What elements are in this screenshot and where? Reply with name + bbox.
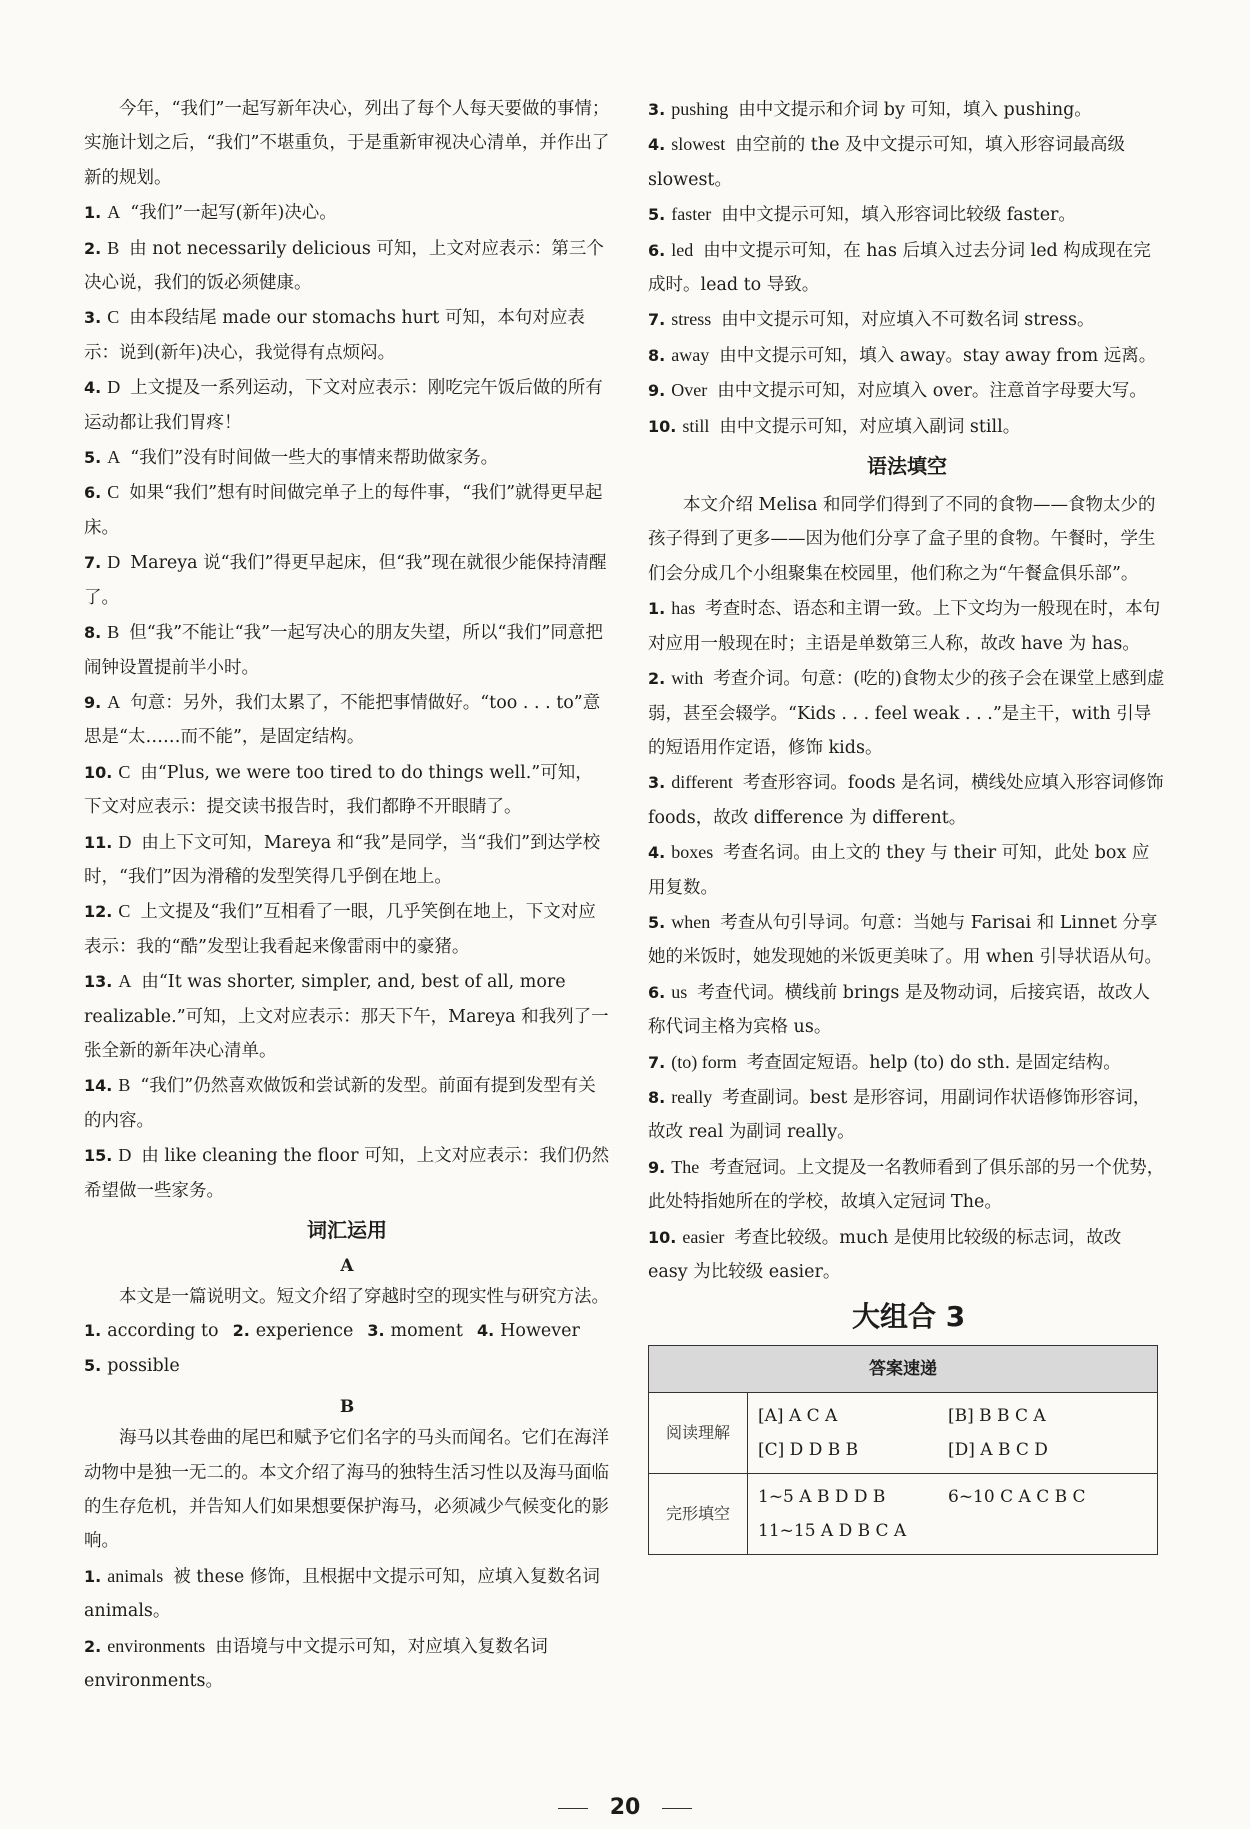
item-number: 4. xyxy=(84,378,102,398)
answer-table-header: 答案速递 xyxy=(649,1346,1158,1393)
grammar-answers-list xyxy=(648,591,1166,1289)
item-answer: B xyxy=(107,237,120,258)
answer-item xyxy=(84,615,610,685)
item-answer: C xyxy=(107,482,120,503)
vocab-answer xyxy=(367,1321,463,1341)
section-b-summary: 海马以其卷曲的尾巴和赋予它们名字的马头而闻名。它们在海洋动物中是独一无二的。本文介绍了海马的独特生活习性以及海马面临的生存危机，并告知人们如果想要保护海马，必须减少气候变化的影响。 xyxy=(84,1428,609,1552)
answer-item xyxy=(648,1045,1166,1080)
item-number: 10. xyxy=(84,762,113,782)
item-explanation: “我们”一起写(新年)决心。 xyxy=(130,203,337,224)
item-explanation: 由中文提示可知，填入形容词比较级 faster。 xyxy=(721,205,1076,226)
item-answer: A xyxy=(107,447,121,468)
answer-table xyxy=(648,1345,1158,1555)
answer-item xyxy=(648,835,1166,905)
item-number: 3. xyxy=(367,1321,385,1341)
page-number: 20 xyxy=(609,1795,641,1820)
item-number: 9. xyxy=(648,1157,666,1177)
answer-item xyxy=(84,1068,610,1138)
answer-cell: [C] D D B B xyxy=(758,1440,859,1461)
item-answer: B xyxy=(107,622,120,643)
item-answer: possible xyxy=(107,1355,180,1376)
answer-item xyxy=(84,545,610,615)
item-number: 3. xyxy=(648,773,666,793)
item-explanation: 考查代词。横线前 brings 是及物动词，后接宾语，故改人称代词主格为宾格 us。 xyxy=(648,982,1150,1038)
answer-cell: 11~15 A D B C A xyxy=(758,1521,907,1542)
item-answer: The xyxy=(671,1156,700,1177)
item-answer: C xyxy=(118,901,131,922)
item-explanation: 考查从句引导词。句意：当她与 Farisai 和 Linnet 分享她的米饭时，她发现她的米饭更美味了。用 when 引导状语从句。 xyxy=(648,912,1163,968)
item-number: 7. xyxy=(84,553,102,573)
item-number: 1. xyxy=(84,1566,102,1586)
item-answer: has xyxy=(671,598,696,619)
answer-item xyxy=(84,440,610,475)
item-answer: different xyxy=(671,772,733,793)
item-answer: Over xyxy=(671,380,708,401)
item-number: 8. xyxy=(648,1087,666,1107)
item-explanation: 考查固定短语。help (to) do sth. 是固定结构。 xyxy=(746,1052,1121,1073)
item-answer: However xyxy=(500,1321,580,1342)
item-number: 13. xyxy=(84,972,113,992)
answer-item xyxy=(84,1559,610,1629)
item-number: 2. xyxy=(648,669,666,689)
item-number: 1. xyxy=(84,203,102,223)
item-number: 3. xyxy=(648,100,666,119)
answer-item xyxy=(648,127,1166,197)
item-answer: with xyxy=(671,668,704,689)
item-explanation: 考查冠词。上文提及一名教师看到了俱乐部的另一个优势，此处特指她所在的学校，故填入定冠词 The。 xyxy=(648,1157,1165,1213)
item-answer: away xyxy=(671,344,710,365)
footer-rule xyxy=(558,1808,588,1809)
answer-item xyxy=(648,765,1166,835)
vocab-answer xyxy=(477,1321,580,1341)
item-answer: A xyxy=(118,971,132,992)
answer-item xyxy=(648,1150,1166,1220)
answer-item xyxy=(648,197,1166,232)
item-explanation: 由中文提示可知，在 has 后填入过去分词 led 构成现在完成时。lead to 导致。 xyxy=(648,240,1151,296)
answer-item xyxy=(84,300,610,370)
vocab-b-continued-list xyxy=(648,92,1166,444)
item-number: 7. xyxy=(648,1052,666,1072)
item-number: 7. xyxy=(648,310,666,330)
item-number: 10. xyxy=(648,416,677,436)
answer-cell: 1~5 A B D D B xyxy=(758,1487,886,1508)
item-explanation: 考查形容词。foods 是名词，横线处应填入形容词修饰 foods，故改 difference 为 different。 xyxy=(648,773,1164,828)
item-explanation: 考查比较级。much 是使用比较级的标志词，故改 easy 为比较级 easier。 xyxy=(648,1227,1122,1282)
answer-item xyxy=(84,195,610,230)
item-answer: really xyxy=(671,1086,713,1107)
answer-item xyxy=(648,233,1166,303)
item-answer: D xyxy=(118,831,132,852)
answer-item xyxy=(84,964,610,1068)
item-answer: animals xyxy=(107,1565,164,1586)
footer-rule xyxy=(662,1808,692,1809)
section-b-answers xyxy=(84,1559,610,1699)
item-answer: slowest xyxy=(671,134,726,155)
answer-cell: [A] A C A xyxy=(758,1406,838,1427)
item-number: 2. xyxy=(84,238,102,258)
item-number: 9. xyxy=(84,692,102,712)
cloze-answers-list xyxy=(84,195,610,1208)
item-explanation: 上文提及“我们”互相看了一眼，几乎笑倒在地上，下文对应表示：我的“酷”发型让我看起来像雷雨中的豪猪。 xyxy=(84,902,596,957)
item-explanation: 由中文提示可知，填入 away。stay away from 远离。 xyxy=(719,345,1157,366)
item-number: 4. xyxy=(648,135,666,155)
item-answer: stress xyxy=(671,309,712,330)
item-explanation: “我们”没有时间做一些大的事情来帮助做家务。 xyxy=(130,448,499,469)
item-explanation: 由上下文可知，Mareya 和“我”是同学，当“我们”到达学校时，“我们”因为滑稽的发型笑得几乎倒在地上。 xyxy=(84,832,601,887)
grammar-summary: 本文介绍 Melisa 和同学们得到了不同的食物——食物太少的孩子得到了更多——因为他们分享了盒子里的食物。午餐时，学生们会分成几个小组聚集在校园里，他们称之为“午餐盒俱乐部”。 xyxy=(648,495,1156,584)
item-explanation: 考查副词。best 是形容词，用副词作状语修饰形容词，故改 real 为副词 really。 xyxy=(648,1087,1151,1143)
item-answer: faster xyxy=(671,204,712,225)
item-number: 5. xyxy=(648,912,666,932)
item-explanation: 但“我”不能让“我”一起写决心的朋友失望，所以“我们”同意把闹钟设置提前半小时。 xyxy=(84,623,603,678)
item-number: 3. xyxy=(84,308,102,328)
item-explanation: 由空前的 the 及中文提示可知，填入形容词最高级 slowest。 xyxy=(648,135,1126,190)
item-explanation: 考查时态、语态和主谓一致。上下文均为一般现在时，本句对应用一般现在时；主语是单数第三人称，故改 have 为 has。 xyxy=(648,599,1161,654)
answer-item xyxy=(84,1138,610,1208)
answer-item xyxy=(648,409,1166,444)
item-explanation: 由中文提示和介词 by 可知，填入 pushing。 xyxy=(738,100,1092,120)
row-label: 完形填空 xyxy=(649,1474,748,1555)
section-a-label: A xyxy=(340,1256,354,1276)
item-number: 6. xyxy=(648,982,666,1002)
answer-item xyxy=(648,338,1166,373)
answer-item xyxy=(648,1080,1166,1150)
item-explanation: 由“It was shorter, simpler, and, best of all, more realizable.”可知，上文对应表示：那天下午，Mareya 和我列了一张全新的新年决心清单。 xyxy=(84,972,609,1061)
answer-item xyxy=(648,373,1166,408)
item-explanation: 如果“我们”想有时间做完单子上的每件事，“我们”就得更早起床。 xyxy=(84,483,603,538)
item-number: 9. xyxy=(648,381,666,401)
item-answer: easier xyxy=(682,1226,725,1247)
answer-item xyxy=(84,685,610,755)
answer-cell: 6~10 C A C B C xyxy=(948,1487,1086,1508)
item-answer: (to) form xyxy=(671,1051,737,1072)
item-explanation: 上文提及一系列运动，下文对应表示：刚吃完午饭后做的所有运动都让我们胃疼！ xyxy=(84,378,603,433)
item-number: 8. xyxy=(84,623,102,643)
answer-item xyxy=(84,231,610,301)
row-label: 阅读理解 xyxy=(649,1393,748,1474)
item-answer: B xyxy=(118,1075,131,1096)
item-answer: C xyxy=(107,307,120,328)
answer-item xyxy=(84,370,610,440)
item-answer: led xyxy=(671,239,694,260)
item-explanation: 考查名词。由上文的 they 与 their 可知，此处 box 应用复数。 xyxy=(648,843,1150,898)
answer-item xyxy=(84,825,610,895)
item-number: 4. xyxy=(648,843,666,863)
item-answer: environments xyxy=(107,1635,206,1656)
item-explanation: 由中文提示可知，对应填入不可数名词 stress。 xyxy=(721,310,1095,331)
item-explanation: 由“Plus, we were too tired to do things well.”可知，下文对应表示：提交读书报告时，我们都睁不开眼睛了。 xyxy=(84,762,593,818)
item-number: 14. xyxy=(84,1076,113,1096)
item-number: 5. xyxy=(648,205,666,225)
item-number: 12. xyxy=(84,902,113,922)
item-answer: boxes xyxy=(671,842,714,863)
item-number: 15. xyxy=(84,1146,113,1166)
item-number: 5. xyxy=(84,1355,102,1375)
item-number: 2. xyxy=(232,1321,250,1341)
answer-cell: [B] B B C A xyxy=(948,1406,1046,1427)
answer-item xyxy=(84,475,610,545)
item-number: 10. xyxy=(648,1227,677,1247)
item-explanation: Mareya 说“我们”得更早起床，但“我”现在就很少能保持清醒了。 xyxy=(84,553,607,608)
answer-item xyxy=(84,1629,610,1699)
vocab-answer xyxy=(84,1356,180,1376)
item-answer: C xyxy=(118,761,131,782)
item-number: 1. xyxy=(648,599,666,619)
answer-item xyxy=(648,661,1166,765)
item-answer: moment xyxy=(390,1321,463,1342)
left-column xyxy=(84,92,610,1698)
answer-item xyxy=(648,1220,1166,1290)
item-explanation: 由 like cleaning the floor 可知，上文对应表示：我们仍然希望做一些家务。 xyxy=(84,1146,610,1201)
item-answer: D xyxy=(118,1145,132,1166)
item-explanation: 被 these 修饰，且根据中文提示可知，应填入复数名词 animals。 xyxy=(84,1566,600,1622)
item-explanation: 由语境与中文提示可知，对应填入复数名词 environments。 xyxy=(84,1636,548,1692)
item-number: 5. xyxy=(84,448,102,468)
item-number: 1. xyxy=(84,1321,102,1341)
item-answer: A xyxy=(107,691,121,712)
answer-item xyxy=(84,755,610,825)
item-answer: when xyxy=(671,911,711,932)
section-a-summary: 本文是一篇说明文。短文介绍了穿越时空的现实性与研究方法。 xyxy=(119,1287,609,1307)
answer-item xyxy=(648,302,1166,337)
answer-item xyxy=(648,905,1166,975)
item-number: 2. xyxy=(84,1636,102,1656)
item-explanation: 考查介词。句意：(吃的)食物太少的孩子会在课堂上感到虚弱，甚至会辍学。“Kids . . . feel weak . . .”是主干，with 引导的短语用作定语，修饰 kids。 xyxy=(648,669,1165,758)
answer-item xyxy=(648,591,1166,661)
item-number: 6. xyxy=(648,240,666,260)
vocab-answer xyxy=(233,1321,354,1341)
item-number: 11. xyxy=(84,832,113,852)
item-explanation: 句意：另外，我们太累了，不能把事情做好。“too . . . to”意思是“太……而不能”，是固定结构。 xyxy=(84,692,601,748)
page-number-footer xyxy=(0,1795,1250,1820)
section-b-label: B xyxy=(339,1397,355,1418)
vocab-heading: 词汇运用 xyxy=(307,1218,387,1242)
item-answer: A xyxy=(107,202,121,223)
item-explanation: “我们”仍然喜欢做饭和尝试新的发型。前面有提到发型有关的内容。 xyxy=(84,1076,596,1131)
answer-row-cloze xyxy=(649,1474,1158,1555)
answer-item xyxy=(84,894,610,964)
item-answer: according to xyxy=(107,1321,219,1342)
item-number: 8. xyxy=(648,345,666,365)
section-a-answers xyxy=(84,1314,610,1383)
item-explanation: 由中文提示可知，对应填入 over。注意首字母要大写。 xyxy=(717,381,1147,402)
item-answer: D xyxy=(107,552,121,573)
item-answer: us xyxy=(671,981,688,1002)
item-answer: experience xyxy=(255,1321,354,1342)
right-column xyxy=(648,92,1166,1555)
answer-cell: [D] A B C D xyxy=(948,1440,1048,1461)
item-explanation: 由 not necessarily delicious 可知，上文对应表示：第三个决心说，我们的饭必须健康。 xyxy=(84,238,604,294)
item-answer: still xyxy=(682,415,710,436)
grammar-heading: 语法填空 xyxy=(867,454,947,479)
passage-summary: 今年，“我们”一起写新年决心，列出了每个人每天要做的事情；实施计划之后，“我们”不堪重负，于是重新审视决心清单，并作出了新的规划。 xyxy=(84,99,610,188)
item-number: 4. xyxy=(476,1321,495,1341)
answer-cell xyxy=(948,1514,1138,1548)
item-number: 6. xyxy=(84,483,102,503)
item-answer: pushing xyxy=(671,99,729,119)
group-heading: 大组合 3 xyxy=(852,1300,966,1334)
answer-item xyxy=(648,975,1166,1045)
item-explanation: 由本段结尾 made our stomachs hurt 可知，本句对应表示：说到(新年)决心，我觉得有点烦闷。 xyxy=(84,308,585,363)
item-explanation: 由中文提示可知，对应填入副词 still。 xyxy=(719,416,1021,437)
item-answer: D xyxy=(107,377,121,398)
answer-row-reading xyxy=(649,1393,1158,1474)
answer-item xyxy=(648,92,1166,127)
vocab-answer xyxy=(84,1321,219,1341)
